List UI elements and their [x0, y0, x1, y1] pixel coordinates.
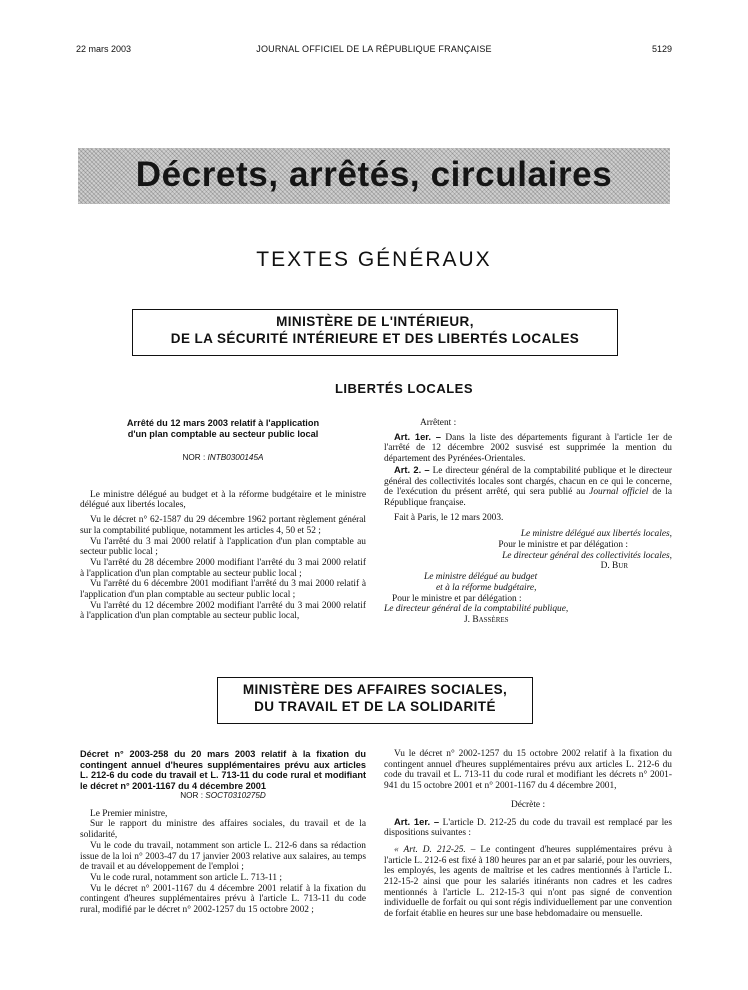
arrete-article-1: Art. 1er. – Dans la liste des départements figurant à l'article 1er de l'arrêté de 12 décembre 2002 susvisé est supprimée la mention du département des Pyrénées-Orientales. [384, 430, 672, 465]
signature-delegation: Pour le ministre et par délégation : [498, 540, 628, 551]
decret-paragraph: Vu le code rural, notamment son article L. 713-11 ; [90, 872, 282, 883]
arrete-paragraph: Vu l'arrêté du 3 mai 2000 relatif à l'application d'un plan comptable au secteur public local ; [80, 536, 366, 558]
banner-title: Décrets, arrêtés, circulaires [135, 155, 613, 194]
ministry-line: MINISTÈRE DE L'INTÉRIEUR, [276, 314, 474, 329]
arrete-title: Arrêté du 12 mars 2003 relatif à l'application d'un plan comptable au secteur public local [126, 418, 320, 439]
header-page-number: 5129 [651, 44, 672, 54]
decret-nor: NOR : SOCT0310275D [180, 791, 266, 800]
signature-director: Le directeur général des collectivités locales, [502, 550, 672, 561]
signature-name: J. Bassères [464, 614, 509, 625]
arrete-paragraph: Vu l'arrêté du 12 décembre 2002 modifiant l'arrêté du 3 mai 2000 relatif à l'application d'un plan comptable au secteur public local, [80, 600, 366, 622]
ministry-box-interieur [132, 309, 618, 356]
decret-paragraph: Vu le code du travail, notamment son article L. 212-6 dans sa rédaction issue de la loi n° 2003-47 du 17 janvier 2003 relative aux salaires, au temps de travail et au développement de l'emploi ; [80, 840, 366, 873]
arrete-paragraph: Vu le décret n° 62-1587 du 29 décembre 1962 portant règlement général sur la comptabilité publique, notamment les articles 4, 50 et 52 ; [80, 515, 366, 536]
decret-right-column [384, 749, 672, 920]
arrete-left-column [80, 418, 366, 622]
signature-role: Le ministre délégué aux libertés locales, [520, 529, 672, 540]
ministry-line: DU TRAVAIL ET DE LA SOLIDARITÉ [254, 699, 496, 714]
decret-title: Décret n° 2003-258 du 20 mars 2003 relatif à la fixation du contingent annuel d'heures supplémentaires prévu aux articles L. 212-6 du code du travail et L. 713-11 du code rural et modifiant le décret n° 2001-1167 du 4 décembre 2001 [80, 749, 366, 791]
arrete-nor: NOR : INTB0300145A [182, 453, 264, 462]
decret-paragraph: Vu le décret n° 2001-1167 du 4 décembre 2001 relatif à la fixation du contingent d'heures supplémentaires prévu à l'article L. 713-11 du code rural, modifié par le décret n° 2002-1257 du 15 octobre 2002 ; [80, 883, 366, 916]
decret-paragraph: Sur le rapport du ministre des affaires sociales, du travail et de la solidarité, [80, 819, 366, 841]
decret-article-1: Art. 1er. – L'article D. 212-25 du code du travail est remplacé par les dispositions suivantes : [384, 815, 672, 839]
page-header [0, 44, 748, 58]
header-date: 22 mars 2003 [76, 44, 132, 54]
ministry-line: MINISTÈRE DES AFFAIRES SOCIALES, [242, 682, 508, 697]
section-banner [78, 148, 670, 204]
signature-role: Le ministre délégué au budget [424, 572, 538, 583]
arretent: Arrêtent : [420, 418, 457, 428]
decret-paragraph: Vu le décret n° 2002-1257 du 15 octobre 2002 relatif à la fixation du contingent annuel d'heures supplémentaires prévu aux articles L. 212-6 du code du travail et L. 713-11 du code rural et modifiant les décrets n° 2001-941 du 15 octobre 2001 et n° 2001-1167 du 4 décembre 2001, [384, 749, 672, 792]
ministry-box-affaires-sociales [217, 677, 533, 724]
decrete: Décrète : [510, 799, 546, 810]
signature-role: et à la réforme budgétaire, [436, 582, 537, 593]
signature-delegation: Pour le ministre et par délégation : [392, 593, 522, 604]
section-heading-libertes-locales: LIBERTÉS LOCALES [334, 381, 473, 396]
decret-paragraph: Le Premier ministre, [90, 808, 168, 819]
arrete-paragraph: Vu l'arrêté du 6 décembre 2001 modifiant l'arrêté du 3 mai 2000 relatif à l'application d'un plan comptable au secteur public local ; [80, 579, 366, 601]
fait-a-paris: Fait à Paris, le 12 mars 2003. [394, 512, 504, 523]
header-journal-title: JOURNAL OFFICIEL DE LA RÉPUBLIQUE FRANÇAISE [256, 44, 492, 54]
arrete-right-column [384, 418, 672, 626]
decret-left-column [80, 749, 366, 916]
arrete-paragraph: Vu l'arrêté du 28 décembre 2000 modifiant l'arrêté du 3 mai 2000 relatif à l'application d'un plan comptable au secteur public local ; [80, 557, 366, 579]
arrete-paragraph: Le ministre délégué au budget et à la réforme budgétaire et le ministre délégué aux libertés locales, [80, 489, 366, 511]
ministry-line: DE LA SÉCURITÉ INTÉRIEURE ET DES LIBERTÉS LOCALES [170, 331, 580, 346]
signature-name: D. Bur [600, 561, 628, 572]
textes-generaux-heading: TEXTES GÉNÉRAUX [256, 248, 492, 271]
arrete-article-2: Art. 2. – Le directeur général de la comptabilité publique et le directeur général des collectivités locales sont chargés, chacun en ce qui le concerne, de l'exécution du présent arrêté, qui sera publié au Journal officiel de la République française. [384, 463, 673, 508]
signature-director: Le directeur général de la comptabilité publique, [384, 604, 569, 615]
decret-quoted-article: « Art. D. 212-25. – Le contingent d'heures supplémentaires prévu à l'article L. 212-6 est fixé à 180 heures par an et par salarié, pour les ouvriers, les employés, les agents de maîtrise et les cadres mentionnés à l'article L. 212-15-2 ainsi que pour les salariés itinérants non cadres et les cadres mentionnés à l'article L. 212-15-3 qui n'ont pas signé de convention individuelle de forfait ou qui sont régis individuellement par une convention de forfait établie en heures sur une base hebdomadaire ou mensuelle. [384, 844, 673, 920]
